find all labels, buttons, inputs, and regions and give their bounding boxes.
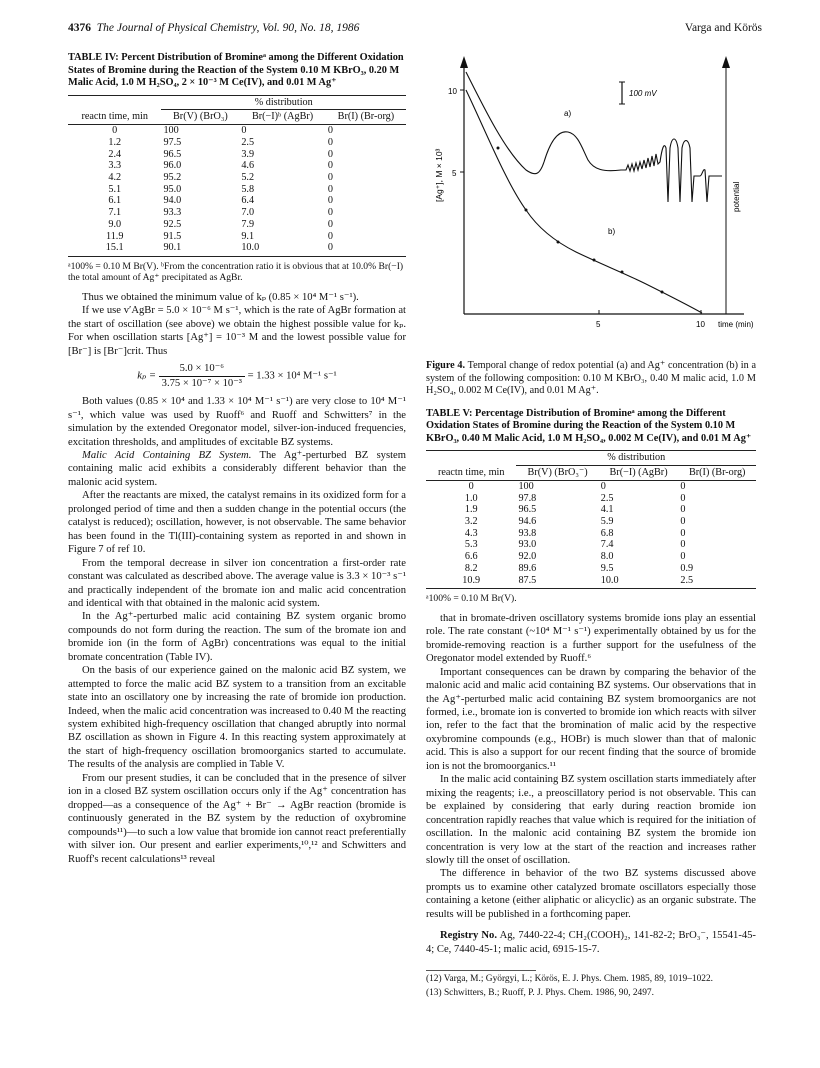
paragraph: The difference in behavior of the two BZ systems discussed above prompts us to examine other catalyzed bromate oscillators especially those containing a ketone (either aliphatic or alicyclic) as an organic substrate. The results will be published in a forthcoming paper. [426,868,756,920]
table-cell: 2.5 [678,575,756,589]
table-cell: 97.5 [163,136,182,148]
table-cell: 89.6 [518,562,537,574]
curve-b-label: b) [608,227,616,236]
table-cell: 1.9 [464,504,478,516]
reference-13: (13) Schwitters, B.; Ruoff, P. J. Phys. Chem. 1986, 90, 2497. [426,988,654,999]
table-cell: 4.3 [464,527,478,539]
table-cell: 10.0 [599,575,679,589]
paragraph: From our present studies, it can be concluded that in the presence of silver ion in a closed BZ system oscillation occurs only if the Ag⁺ concentration has dropped—as a consequence of the Ag⁺ + Br⁻ → AgBr reaction (bromide is continuously generated in the BZ system by the reduction of oxybromine compounds¹¹)—to such a low value that bromide ion cannot react preferentially with silver ion. Our present and earlier experiments,¹⁰,¹² and Schwitters and Ruoff's recent calculations¹³ reveal [68,772,406,865]
table-cell: 7.0 [241,207,255,219]
table-cell: 97.8 [518,492,537,504]
table-row [426,480,756,492]
paragraph-section: Malic Acid Containing BZ System. The Ag⁺-perturbed BZ system containing malic acid exhibits a considerably different behavior than the malonic acid system. [68,449,406,488]
table-cell: 91.5 [163,230,182,242]
table-v-footnote: ᵃ100% = 0.10 M Br(V). [426,593,517,605]
registry-title: Registry No. [440,930,497,942]
data-point [497,147,500,150]
table-row [68,231,406,243]
table-cell: 8.2 [464,562,478,574]
table-row [68,137,406,149]
curve-a-potential [466,72,722,202]
table-row [426,575,756,589]
table-cell: 100 [518,480,534,492]
x-axis-label: time (min) [718,320,754,329]
table-cell: 2.5 [241,136,255,148]
left-column [68,52,406,866]
table-cell: 9.0 [108,218,122,230]
equation-kp [68,362,406,390]
table-cell: 1.2 [108,136,122,148]
table-cell: 6.4 [241,195,255,207]
paragraph: In the malic acid containing BZ system oscillation starts immediately after mixing the reagents; i.e., a preoscillatory period is not observable. This can be explained by considering that early during reaction bromide ion concentration rapidly reaches that value which is required for the initiation of oscillation. In the malonic acid containing BZ system the bromide ion concentration is very low at the start of the reaction and increases rather slowly till the onset of oscillation. [426,774,756,866]
paragraph: If we use v′AgBr = 5.0 × 10⁻⁶ M s⁻¹, which is the rate of AgBr formation at the start of oscillation (see above) we obtain the highest possible value for kₚ. For when oscillation starts [Ag⁺] = 10⁻³ M and the lowest possible value for [Br⁻] is [Br⁻]crit. Thus [68,305,406,357]
table-iv-column-header: reactn time, min [68,110,161,125]
x-tick-label: 10 [696,320,705,329]
table-cell: 3.9 [241,148,255,160]
reference-12: (12) Varga, M.; Györgyi, L.; Körös, E. J. Phys. Chem. 1985, 89, 1019–1022. [426,974,713,985]
equation-fraction [159,362,245,390]
table-row [68,219,406,231]
table-cell: 0 [327,125,333,137]
table-cell: 6.6 [464,551,478,563]
table-cell: 0 [327,148,333,160]
table-v-column-header: Br(−I) (AgBr) [599,466,679,481]
registry-numbers: Registry No. Ag, 7440-22-4; CH₂(COOH)₂, 141-82-2; BrO₃⁻, 15541-45-4; Ce, 7440-45-1; malic acid, 6915-15-7. [426,930,756,955]
table-cell: 7.4 [600,539,614,551]
y-axis-arrow [460,56,468,68]
table-row [68,242,406,256]
table-cell: 0 [327,183,333,195]
table-cell: 0 [680,539,686,551]
paragraph: After the reactants are mixed, the catalyst remains in its oxidized form for a prolonged period of time and then a sudden change in the potential occurs (the catalyst is reduced); oscillation, however, is not observable. The same behavior has been found in the Tl(III)-containing system as reported in and shown in Figure 7 of ref 10. [68,490,406,556]
table-row [426,516,756,528]
table-cell: 10.0 [239,242,325,256]
table-cell: 0 [680,492,686,504]
table-cell: 10.9 [426,575,516,589]
table-iv-caption: TABLE IV: Percent Distribution of Bromineᵃ among the Different Oxidation States of Bromine during the Reaction of the System 0.10 M KBrO₃, 0.20 M Malic Acid, 1.0 M H₂SO₄, 2 × 10⁻³ M Ce(IV), and 0.01 M Ag⁺ [68,52,404,89]
table-row [426,551,756,563]
table-cell: 96.5 [518,504,537,516]
table-iv [68,95,406,257]
table-cell: 6.1 [108,195,122,207]
paragraph: On the basis of our experience gained on the malonic acid BZ system, we attempted to force the malic acid BZ system to a transition from an excitable state into an oscillatory one by increasing the rate of bromide ion production. Indeed, when the malic acid concentration was increased to 0.40 M the reacting system exhibited high-frequency oscillation that changed abruptly into normal BZ oscillation as shown in Figure 4. In this reacting system approximately at the start of high-frequency oscillation bromoorganics started to accumulate. The results of the analysis are complied in Table V. [68,665,406,771]
table-cell: 0 [112,125,118,137]
table-cell: 7.1 [108,207,122,219]
table-cell: 15.1 [68,242,161,256]
table-cell: 5.3 [464,539,478,551]
table-iv-column-header: Br(V) (BrO₃) [161,110,239,125]
table-cell: 0 [327,207,333,219]
equation-rhs: = 1.33 × 10⁴ M⁻¹ s⁻¹ [247,370,337,382]
table-v-column-header: reactn time, min [426,466,516,481]
table-v-group-header: % distribution [516,451,756,466]
paragraph: Thus we obtained the minimum value of kₚ (0.85 × 10⁴ M⁻¹ s⁻¹). [82,291,359,303]
table-cell: 4.1 [600,504,614,516]
figure-caption-title: Figure 4. [426,360,466,372]
data-point [593,259,596,262]
table-row [426,504,756,516]
table-row [426,493,756,505]
table-cell: 93.0 [518,539,537,551]
table-cell: 95.2 [163,171,182,183]
paragraph: that in bromate-driven oscillatory systems bromide ions play an essential role. The rate constant (~10⁴ M⁻¹ s⁻¹) experimentally obtained by us for the bromide-removing reaction is a further support for the usefulness of the Oregonator model extended by Ruoff.⁶ [426,612,756,665]
table-cell: 2.5 [600,492,614,504]
table-cell: 0 [327,160,333,172]
table-cell: 92.0 [518,551,537,563]
data-point [661,291,664,294]
equation-lhs: kₚ = [137,370,156,382]
table-cell: 0.9 [680,562,694,574]
section-title: Malic Acid Containing BZ System. [82,449,252,461]
table-cell: 95.0 [163,183,182,195]
table-row [68,184,406,196]
table-row [68,160,406,172]
table-iv-group-header: % distribution [161,95,406,110]
table-cell: 96.5 [163,148,182,160]
table-cell: 7.9 [241,218,255,230]
table-row [68,172,406,184]
table-cell: 5.8 [241,183,255,195]
table-v-column-header: Br(I) (Br-org) [678,466,756,481]
table-iv-footnote: ᵃ100% = 0.10 M Br(V). ᵇFrom the concentration ratio it is obvious that at 10.0% Br(−I) the total amount of Ag⁺ precipitated as AgBr. [68,260,404,284]
data-point [557,241,560,244]
table-row [68,149,406,161]
table-cell: 2.4 [108,148,122,160]
table-cell: 0 [680,516,686,527]
table-cell: 3.3 [108,160,122,172]
table-iv-column-header: Br(−I)ᵇ (AgBr) [239,110,325,125]
table-v [426,450,756,589]
table-iv-column-header: Br(I) (Br-org) [326,110,406,125]
table-cell: 5.1 [108,183,122,195]
figure-4 [426,52,756,352]
table-cell: 94.6 [518,516,537,527]
table-cell: 11.9 [105,230,124,242]
table-cell: 92.5 [163,218,182,230]
data-point [621,271,624,274]
table-cell: 0 [680,527,686,539]
table-cell: 0 [680,504,686,516]
table-cell: 0 [327,230,333,242]
x-tick-label: 5 [596,320,601,329]
table-row [426,539,756,551]
authors: Varga and Körös [684,22,762,34]
curve-b-ag-concentration [466,90,702,313]
table-cell: 4.6 [241,160,255,172]
table-cell: 0 [327,136,333,148]
table-cell: 9.5 [600,562,614,574]
potential-axis-arrow [722,56,730,68]
curve-a-label: a) [564,109,572,118]
journal-name: The Journal of Physical Chemistry, Vol. 90, No. 18, 1986 [96,22,360,34]
figure-4-caption: Figure 4. Temporal change of redox potential (a) and Ag⁺ concentration (b) in a system of the following composition: 0.10 M KBrO₃, 0.40 M malic acid, 1.0 M H₂SO₄, 0.002 M Ce(IV), and 0.01 M Ag⁺. [426,360,756,397]
paragraph: In the Ag⁺-perturbed malic acid containing BZ system organic bromo compounds do not form during the reaction. The sum of the bromate ion and bromide ion (in the form of AgBr) concentrations was equal to the initial bromate concentration (Table IV). [68,611,406,663]
table-cell: 6.8 [600,527,614,539]
table-cell: 9.1 [241,230,255,242]
table-cell: 90.1 [161,242,239,256]
table-cell: 100 [163,125,179,137]
y-axis-label: [Ag⁺], M × 10³ [434,148,444,202]
page-header-left [68,22,359,34]
table-v-column-header: Br(V) (BrO₃⁻) [516,466,598,481]
references-divider [426,970,536,971]
table-cell: 0 [680,551,686,563]
table-cell: 0 [326,242,406,256]
table-cell: 3.2 [464,516,478,527]
y-tick-label: 10 [448,87,457,96]
equation-numerator: 5.0 × 10⁻⁶ [159,362,245,376]
table-cell: 87.5 [516,575,598,589]
data-point [525,209,528,212]
table-cell: 93.3 [163,207,182,219]
table-cell: 0 [327,171,333,183]
right-column [426,52,756,1000]
table-cell: 93.8 [518,527,537,539]
table-row [426,563,756,575]
scale-bar-label: 100 mV [629,89,657,98]
page-number: 4376 [68,22,91,34]
y-tick-label: 5 [452,169,457,178]
table-cell: 5.2 [241,171,255,183]
table-cell: 0 [468,480,474,492]
table-row [68,207,406,219]
paragraph: Both values (0.85 × 10⁴ and 1.33 × 10⁴ M⁻¹ s⁻¹) are very close to 10⁴ M⁻¹ s⁻¹, which value was used by Ruoff⁶ and Ruoff and Schwitters⁷ in the simulation by the extended Oregonator model, silver-ion-induced frequencies, excitation thresholds, and amplitudes of excitable BZ systems. [68,396,406,448]
table-cell: 96.0 [163,160,182,172]
table-cell: 0 [327,195,333,207]
table-cell: 94.0 [163,195,182,207]
table-cell: 8.0 [600,551,614,563]
table-row [68,125,406,137]
table-cell: 5.9 [600,516,614,527]
table-cell: 1.0 [464,492,478,504]
table-cell: 0 [241,125,247,137]
table-cell: 0 [327,218,333,230]
table-row [426,528,756,540]
paragraph: Important consequences can be drawn by comparing the behavior of the malonic acid and malic acid containing BZ systems. Our observations that in the Ag⁺-perturbed malic acid containing BZ system bromoorganics are not formed, i.e., bromate ion is converted to bromide ion which reacts with silver ion, refer to the fact that the bromination of malic acid by the respective oxybromine compounds (e.g., HOBr) is much slower than that of malonic acid. This is also a support for our recent finding that the source of bromide ion is not the bromoorganics.¹¹ [426,666,756,772]
table-row [68,195,406,207]
table-v-caption: TABLE V: Percentage Distribution of Bromineᵃ among the Different Oxidation States of Bromine during the Reaction of the System 0.10 M KBrO₃, 0.40 M Malic Acid, 1.0 M H₂SO₄, 0.002 M Ce(IV), and 0.01 M Ag⁺ [426,407,752,444]
table-cell: 0 [680,480,686,492]
potential-label: potential [732,181,741,212]
table-cell: 4.2 [108,171,122,183]
equation-denominator: 3.75 × 10⁻⁷ × 10⁻³ [161,377,242,389]
table-cell: 0 [600,480,606,492]
paragraph: From the temporal decrease in silver ion concentration a first-order rate constant was calculated as described above. The average value is 3.3 × 10⁻³ s⁻¹ and practically independent of the bromate ion and malic acid concentration and identical with that obtained in the malonic acid system. [68,557,406,609]
